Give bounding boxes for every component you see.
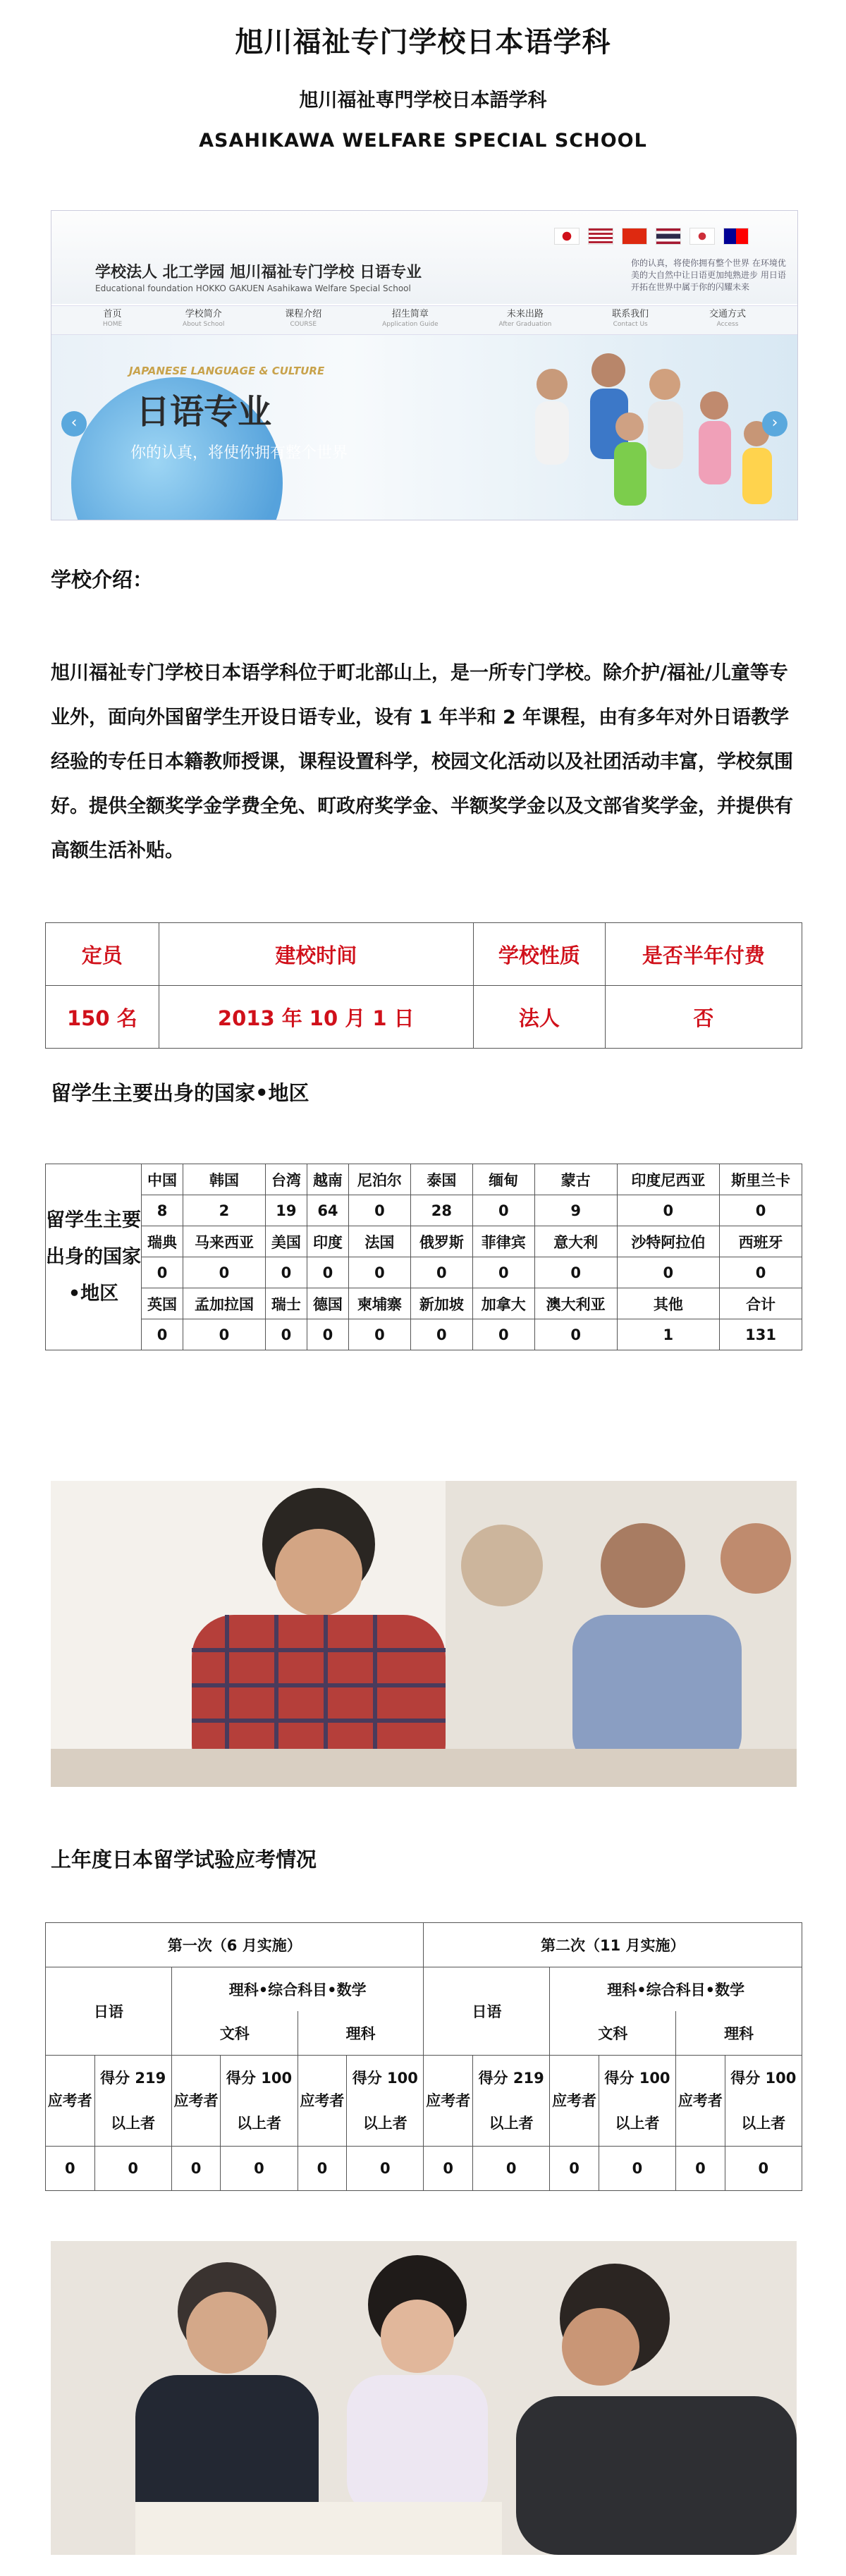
hero-tag-en: JAPANESE LANGUAGE & CULTURE xyxy=(129,365,325,377)
table-row xyxy=(46,1319,802,1350)
exam-value: 0 xyxy=(171,2147,221,2191)
country-name: 西班牙 xyxy=(720,1226,802,1257)
score-header: 得分 100 以上者 xyxy=(221,2056,298,2147)
flag-china-icon[interactable] xyxy=(622,228,647,245)
country-name: 孟加拉国 xyxy=(183,1288,266,1319)
science-combined-header: 理科•综合科目•数学 xyxy=(171,1967,424,2012)
intro-text: 旭川福祉专门学校日本语学科位于町北部山上，是一所专门学校。除介护/福祉/儿童等专业外，面向外国留学生开设日语专业，设有 1 年半和 2 年课程，由有多年对外日语教学经验的专任日本籍教师授课，课程设置科学，校园文化活动以及社团活动丰富，学校氛围好。提供全额奖学金学费全免、町政府奖学金、半额奖学金以及文部省奖学金，并提供有高额生活补贴。 xyxy=(51,662,793,862)
country-count: 0 xyxy=(142,1319,183,1350)
school-facts-table xyxy=(45,922,802,1049)
country-name: 缅甸 xyxy=(472,1164,534,1195)
country-name: 柬埔寨 xyxy=(348,1288,410,1319)
facts-value: 否 xyxy=(605,986,802,1049)
country-count: 0 xyxy=(265,1257,307,1288)
country-count: 131 xyxy=(720,1319,802,1350)
country-name: 英国 xyxy=(142,1288,183,1319)
intro-heading: 学校介绍： xyxy=(51,568,154,592)
country-count: 0 xyxy=(472,1257,534,1288)
applicants-header: 应考者 xyxy=(424,2056,473,2147)
flag-japan-icon[interactable] xyxy=(554,228,580,245)
country-name: 法国 xyxy=(348,1226,410,1257)
banner-hero xyxy=(51,335,797,520)
table-row xyxy=(46,923,802,986)
country-count: 8 xyxy=(142,1195,183,1226)
exam-value: 0 xyxy=(599,2147,675,2191)
country-name: 印度 xyxy=(307,1226,348,1257)
liberal-header: 文科 xyxy=(550,2011,676,2056)
table-row xyxy=(46,2056,802,2147)
country-count: 0 xyxy=(410,1257,472,1288)
country-count: 0 xyxy=(348,1195,410,1226)
nav-contact[interactable]: 联系我们 Contact Us xyxy=(612,309,649,328)
score-header: 得分 219 以上者 xyxy=(94,2056,171,2147)
countries-heading: 留学生主要出身的国家•地区 xyxy=(51,1081,309,1105)
country-count: 0 xyxy=(142,1257,183,1288)
country-name: 菲律宾 xyxy=(472,1226,534,1257)
flag-usa-icon[interactable] xyxy=(588,228,613,245)
country-count: 0 xyxy=(720,1257,802,1288)
page-title: 旭川福祉专门学校日本语学科 xyxy=(235,26,611,59)
students-photo xyxy=(489,342,785,518)
applicants-header: 应考者 xyxy=(46,2056,95,2147)
countries-row-label: 留学生主要出身的国家•地区 xyxy=(46,1164,142,1350)
exam-value: 0 xyxy=(46,2147,95,2191)
nav-access[interactable]: 交通方式 Access xyxy=(709,309,747,328)
country-name: 加拿大 xyxy=(472,1288,534,1319)
country-count: 0 xyxy=(183,1319,266,1350)
country-count: 0 xyxy=(183,1257,266,1288)
country-count: 0 xyxy=(307,1257,348,1288)
facts-header: 学校性质 xyxy=(473,923,605,986)
table-row xyxy=(46,1257,802,1288)
score-header: 得分 219 以上者 xyxy=(472,2056,549,2147)
applicants-header: 应考者 xyxy=(171,2056,221,2147)
exam-value: 0 xyxy=(676,2147,725,2191)
exam-value: 0 xyxy=(94,2147,171,2191)
banner-school-name-en: Educational foundation HOKKO GAKUEN Asahikawa Welfare Special School xyxy=(95,283,411,293)
countries-table xyxy=(45,1164,802,1350)
applicants-header: 应考者 xyxy=(298,2056,347,2147)
nav-about[interactable]: 学校简介 About School xyxy=(183,309,225,328)
exam-value: 0 xyxy=(550,2147,599,2191)
country-name: 尼泊尔 xyxy=(348,1164,410,1195)
score-header: 得分 100 以上者 xyxy=(725,2056,802,2147)
country-name: 其他 xyxy=(617,1288,720,1319)
country-name: 美国 xyxy=(265,1226,307,1257)
country-count: 0 xyxy=(410,1319,472,1350)
nav-course[interactable]: 课程介绍 COURSE xyxy=(285,309,322,328)
country-count: 0 xyxy=(720,1195,802,1226)
country-name: 合计 xyxy=(720,1288,802,1319)
table-row xyxy=(46,1164,802,1195)
facts-header: 建校时间 xyxy=(159,923,473,986)
country-name: 泰国 xyxy=(410,1164,472,1195)
country-count: 1 xyxy=(617,1319,720,1350)
japanese-header: 日语 xyxy=(46,1967,172,2056)
science-header: 理科 xyxy=(298,2011,424,2056)
exam-heading: 上年度日本留学试验应考情况 xyxy=(51,1848,317,1872)
facts-value: 2013 年 10 月 1 日 xyxy=(159,986,473,1049)
carousel-prev-button[interactable]: ‹ xyxy=(61,411,87,437)
banner-tagline: 你的认真，将使你拥有整个世界 在环境优美的大自然中让日语更加纯熟进步 用日语开拓在世界中属于你的闪耀未来 xyxy=(631,258,786,292)
table-row xyxy=(46,1226,802,1257)
country-count: 0 xyxy=(534,1257,617,1288)
country-name: 瑞士 xyxy=(265,1288,307,1319)
country-count: 19 xyxy=(265,1195,307,1226)
banner-school-name: 学校法人 北工学园 旭川福祉专门学校 日语专业 Educational foundation HOKKO GAKUEN Asahikawa Welfare Special School xyxy=(95,264,422,293)
country-name: 斯里兰卡 xyxy=(720,1164,802,1195)
japanese-header: 日语 xyxy=(424,1967,550,2056)
applicants-header: 应考者 xyxy=(550,2056,599,2147)
country-name: 瑞典 xyxy=(142,1226,183,1257)
banner-nav xyxy=(51,305,797,335)
country-count: 28 xyxy=(410,1195,472,1226)
country-name: 印度尼西亚 xyxy=(617,1164,720,1195)
facts-header: 是否半年付费 xyxy=(605,923,802,986)
country-name: 马来西亚 xyxy=(183,1226,266,1257)
exam-value: 0 xyxy=(347,2147,424,2191)
table-row xyxy=(46,986,802,1049)
country-count: 0 xyxy=(265,1319,307,1350)
facts-value: 150 名 xyxy=(46,986,159,1049)
country-count: 0 xyxy=(307,1319,348,1350)
science-combined-header: 理科•综合科目•数学 xyxy=(550,1967,802,2012)
country-name: 台湾 xyxy=(265,1164,307,1195)
study-group-photo xyxy=(51,2241,797,2555)
country-name: 中国 xyxy=(142,1164,183,1195)
science-header: 理科 xyxy=(676,2011,802,2056)
flag-korea-icon[interactable] xyxy=(689,228,715,245)
country-count: 0 xyxy=(472,1195,534,1226)
table-row xyxy=(46,2147,802,2191)
classroom-photo xyxy=(51,1481,797,1787)
school-website-banner xyxy=(51,210,798,520)
country-count: 0 xyxy=(617,1195,720,1226)
nav-home[interactable]: 首页 HOME xyxy=(102,309,123,328)
nav-application[interactable]: 招生简章 Application Guide xyxy=(382,309,439,328)
exam-value: 0 xyxy=(424,2147,473,2191)
country-count: 0 xyxy=(617,1257,720,1288)
table-row xyxy=(46,1923,802,1967)
score-header: 得分 100 以上者 xyxy=(599,2056,675,2147)
country-name: 德国 xyxy=(307,1288,348,1319)
round2-header: 第二次（11 月实施） xyxy=(424,1923,802,1967)
flag-thailand-icon[interactable] xyxy=(656,228,681,245)
applicants-header: 应考者 xyxy=(676,2056,725,2147)
language-flags xyxy=(554,228,749,245)
table-row xyxy=(46,1195,802,1226)
round1-header: 第一次（6 月实施） xyxy=(46,1923,424,1967)
country-count: 9 xyxy=(534,1195,617,1226)
carousel-next-button[interactable]: › xyxy=(762,411,787,437)
country-name: 澳大利亚 xyxy=(534,1288,617,1319)
country-name: 沙特阿拉伯 xyxy=(617,1226,720,1257)
country-count: 0 xyxy=(348,1319,410,1350)
hero-heading: 日语专业 xyxy=(136,392,272,432)
page-subtitle-en: ASAHIKAWA WELFARE SPECIAL SCHOOL xyxy=(199,130,647,152)
liberal-header: 文科 xyxy=(171,2011,298,2056)
table-row xyxy=(46,1288,802,1319)
score-header: 得分 100 以上者 xyxy=(347,2056,424,2147)
country-name: 越南 xyxy=(307,1164,348,1195)
nav-after-graduation[interactable]: 未来出路 After Graduation xyxy=(498,309,552,328)
facts-value: 法人 xyxy=(473,986,605,1049)
country-name: 俄罗斯 xyxy=(410,1226,472,1257)
page-subtitle-jp: 旭川福祉専門学校日本語学科 xyxy=(299,90,547,111)
country-count: 2 xyxy=(183,1195,266,1226)
facts-header: 定员 xyxy=(46,923,159,986)
flag-taiwan-icon[interactable] xyxy=(723,228,749,245)
country-name: 新加坡 xyxy=(410,1288,472,1319)
exam-value: 0 xyxy=(298,2147,347,2191)
exam-value: 0 xyxy=(472,2147,549,2191)
country-count: 0 xyxy=(348,1257,410,1288)
country-count: 64 xyxy=(307,1195,348,1226)
country-name: 意大利 xyxy=(534,1226,617,1257)
hero-subtitle: 你的认真，将使你拥有整个世界 xyxy=(130,444,348,462)
table-row xyxy=(46,1967,802,2012)
exam-value: 0 xyxy=(725,2147,802,2191)
country-count: 0 xyxy=(472,1319,534,1350)
exam-value: 0 xyxy=(221,2147,298,2191)
exam-table xyxy=(45,1922,802,2191)
country-name: 韩国 xyxy=(183,1164,266,1195)
country-name: 蒙古 xyxy=(534,1164,617,1195)
country-count: 0 xyxy=(534,1319,617,1350)
